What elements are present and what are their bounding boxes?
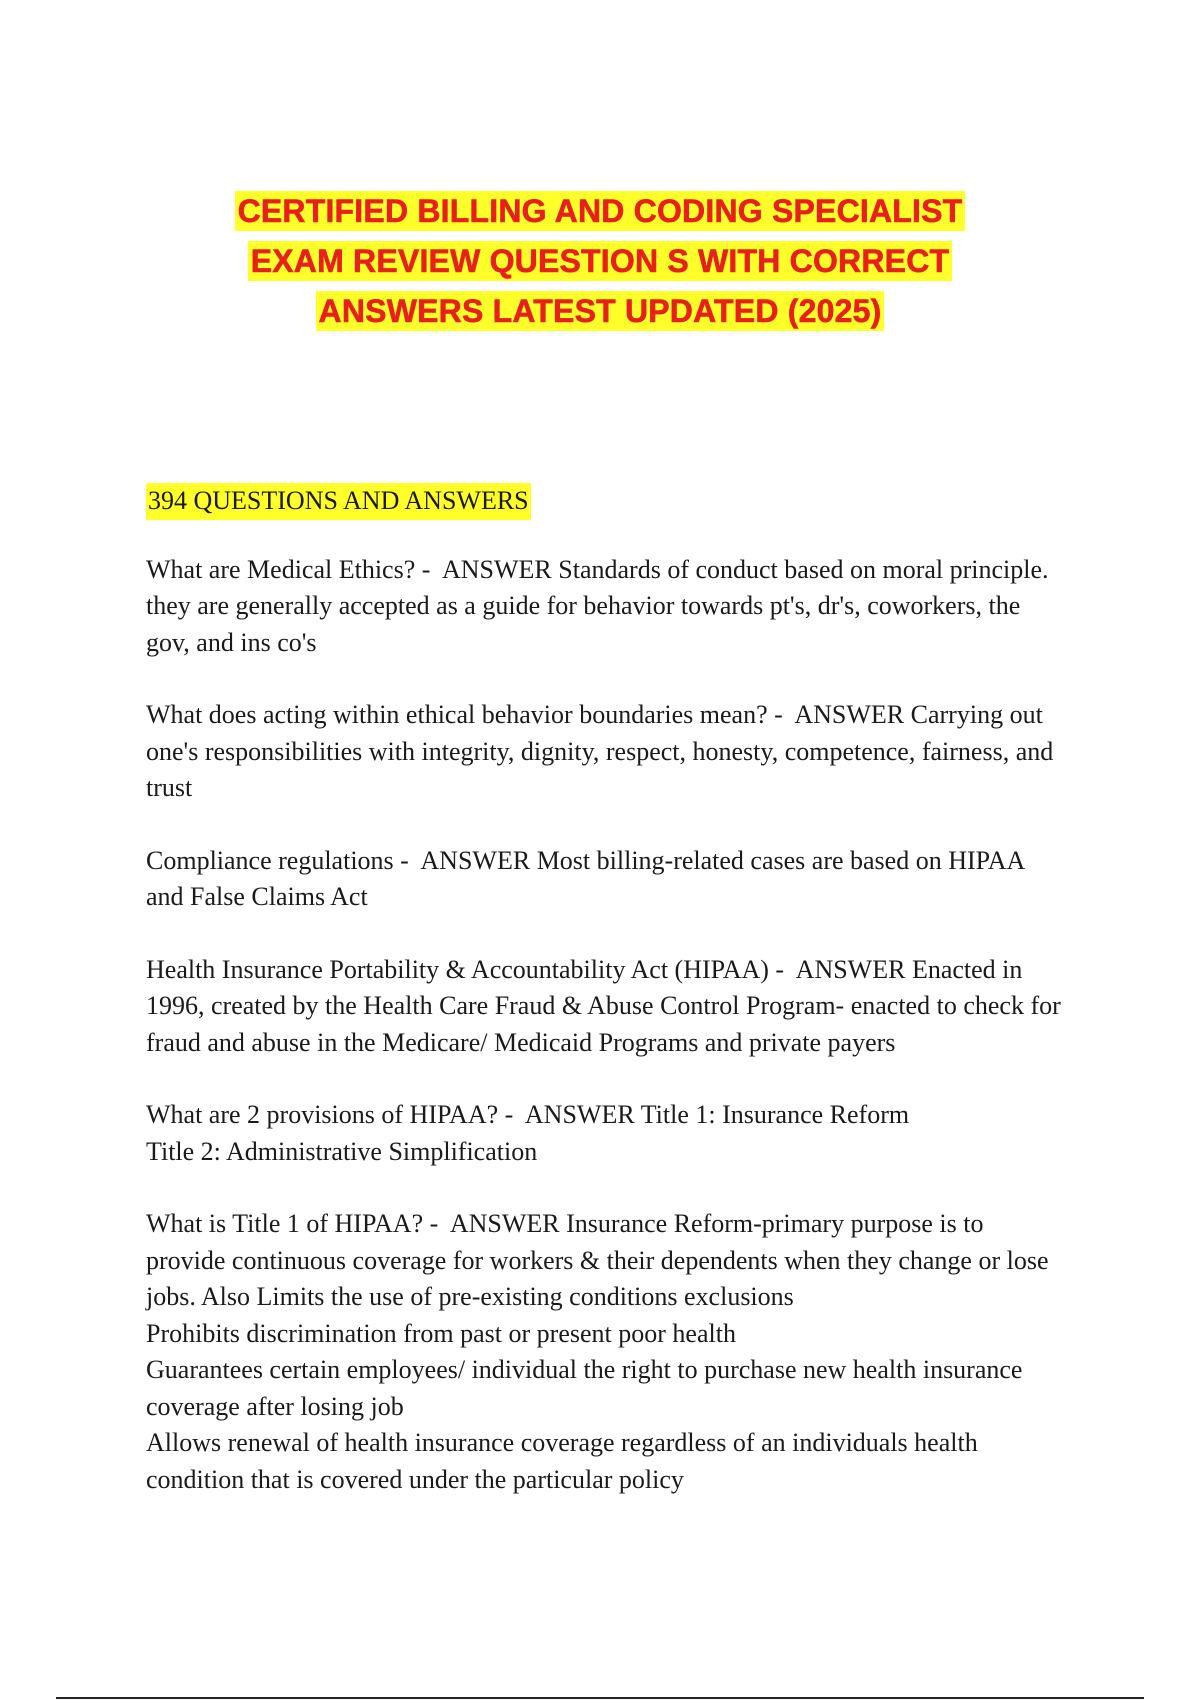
document-body [146, 483, 1066, 1534]
answer-text: Standards of conduct based on moral principle. they are generally accepted as a guide for behavior towards pt's, dr's, coworkers, the gov, and ins co's [146, 554, 1049, 657]
answer-text: Enacted in 1996, created by the Health Care Fraud & Abuse Control Program- enacted to check for fraud and abuse in the Medicare/ Medicaid Programs and private payers [146, 954, 1061, 1057]
answer-label: ANSWER [794, 700, 905, 729]
question-count-label: 394 QUESTIONS AND ANSWERS [146, 483, 531, 520]
footer-divider [56, 1697, 1144, 1699]
question-text: Health Insurance Portability & Accountability Act (HIPAA) - [146, 954, 785, 984]
answer-text: Most billing-related cases are based on HIPAA and False Claims Act [146, 845, 1024, 911]
answer-label: ANSWER [524, 1100, 635, 1129]
qa-item [146, 952, 1066, 1062]
qa-item [146, 697, 1066, 807]
question-text: What are Medical Ethics? - [146, 554, 431, 584]
qa-item [146, 552, 1066, 662]
answer-text: Allows renewal of health insurance coverage regardless of an individuals health condition that is covered under the particular policy [146, 1428, 978, 1494]
document-title [0, 186, 1200, 336]
qa-item [146, 843, 1066, 916]
qa-item [146, 1206, 1066, 1498]
answer-text: Title 1: Insurance Reform [640, 1100, 910, 1129]
question-text: What are 2 provisions of HIPAA? - [146, 1100, 514, 1129]
title-line-3: ANSWERS LATEST UPDATED (2025) [0, 286, 1200, 336]
answer-label: ANSWER [795, 954, 906, 984]
title-line-1: CERTIFIED BILLING AND CODING SPECIALIST [0, 186, 1200, 236]
answer-label: ANSWER [442, 554, 552, 584]
answer-text: Carrying out one's responsibilities with integrity, dignity, respect, honesty, competence, fairness, and trust [146, 700, 1054, 802]
question-text: What does acting within ethical behavior boundaries mean? - [146, 700, 783, 729]
answer-text: Insurance Reform-primary purpose is to provide continuous coverage for workers & their dependents when they change or lose jobs. Also Limits the use of pre-existing conditions exclusions [146, 1209, 1049, 1311]
question-text: Compliance regulations - [146, 845, 409, 875]
answer-label: ANSWER [420, 845, 531, 875]
answer-text: Guarantees certain employees/ individual the right to purchase new health insurance coverage after losing job [146, 1355, 1023, 1421]
title-line-2: EXAM REVIEW QUESTION S WITH CORRECT [0, 236, 1200, 286]
answer-text: Prohibits discrimination from past or present poor health [146, 1318, 736, 1348]
answer-label: ANSWER [449, 1209, 560, 1238]
question-text: What is Title 1 of HIPAA? - [146, 1209, 439, 1238]
qa-item [146, 1097, 1066, 1170]
answer-text: Title 2: Administrative Simplification [146, 1136, 538, 1166]
